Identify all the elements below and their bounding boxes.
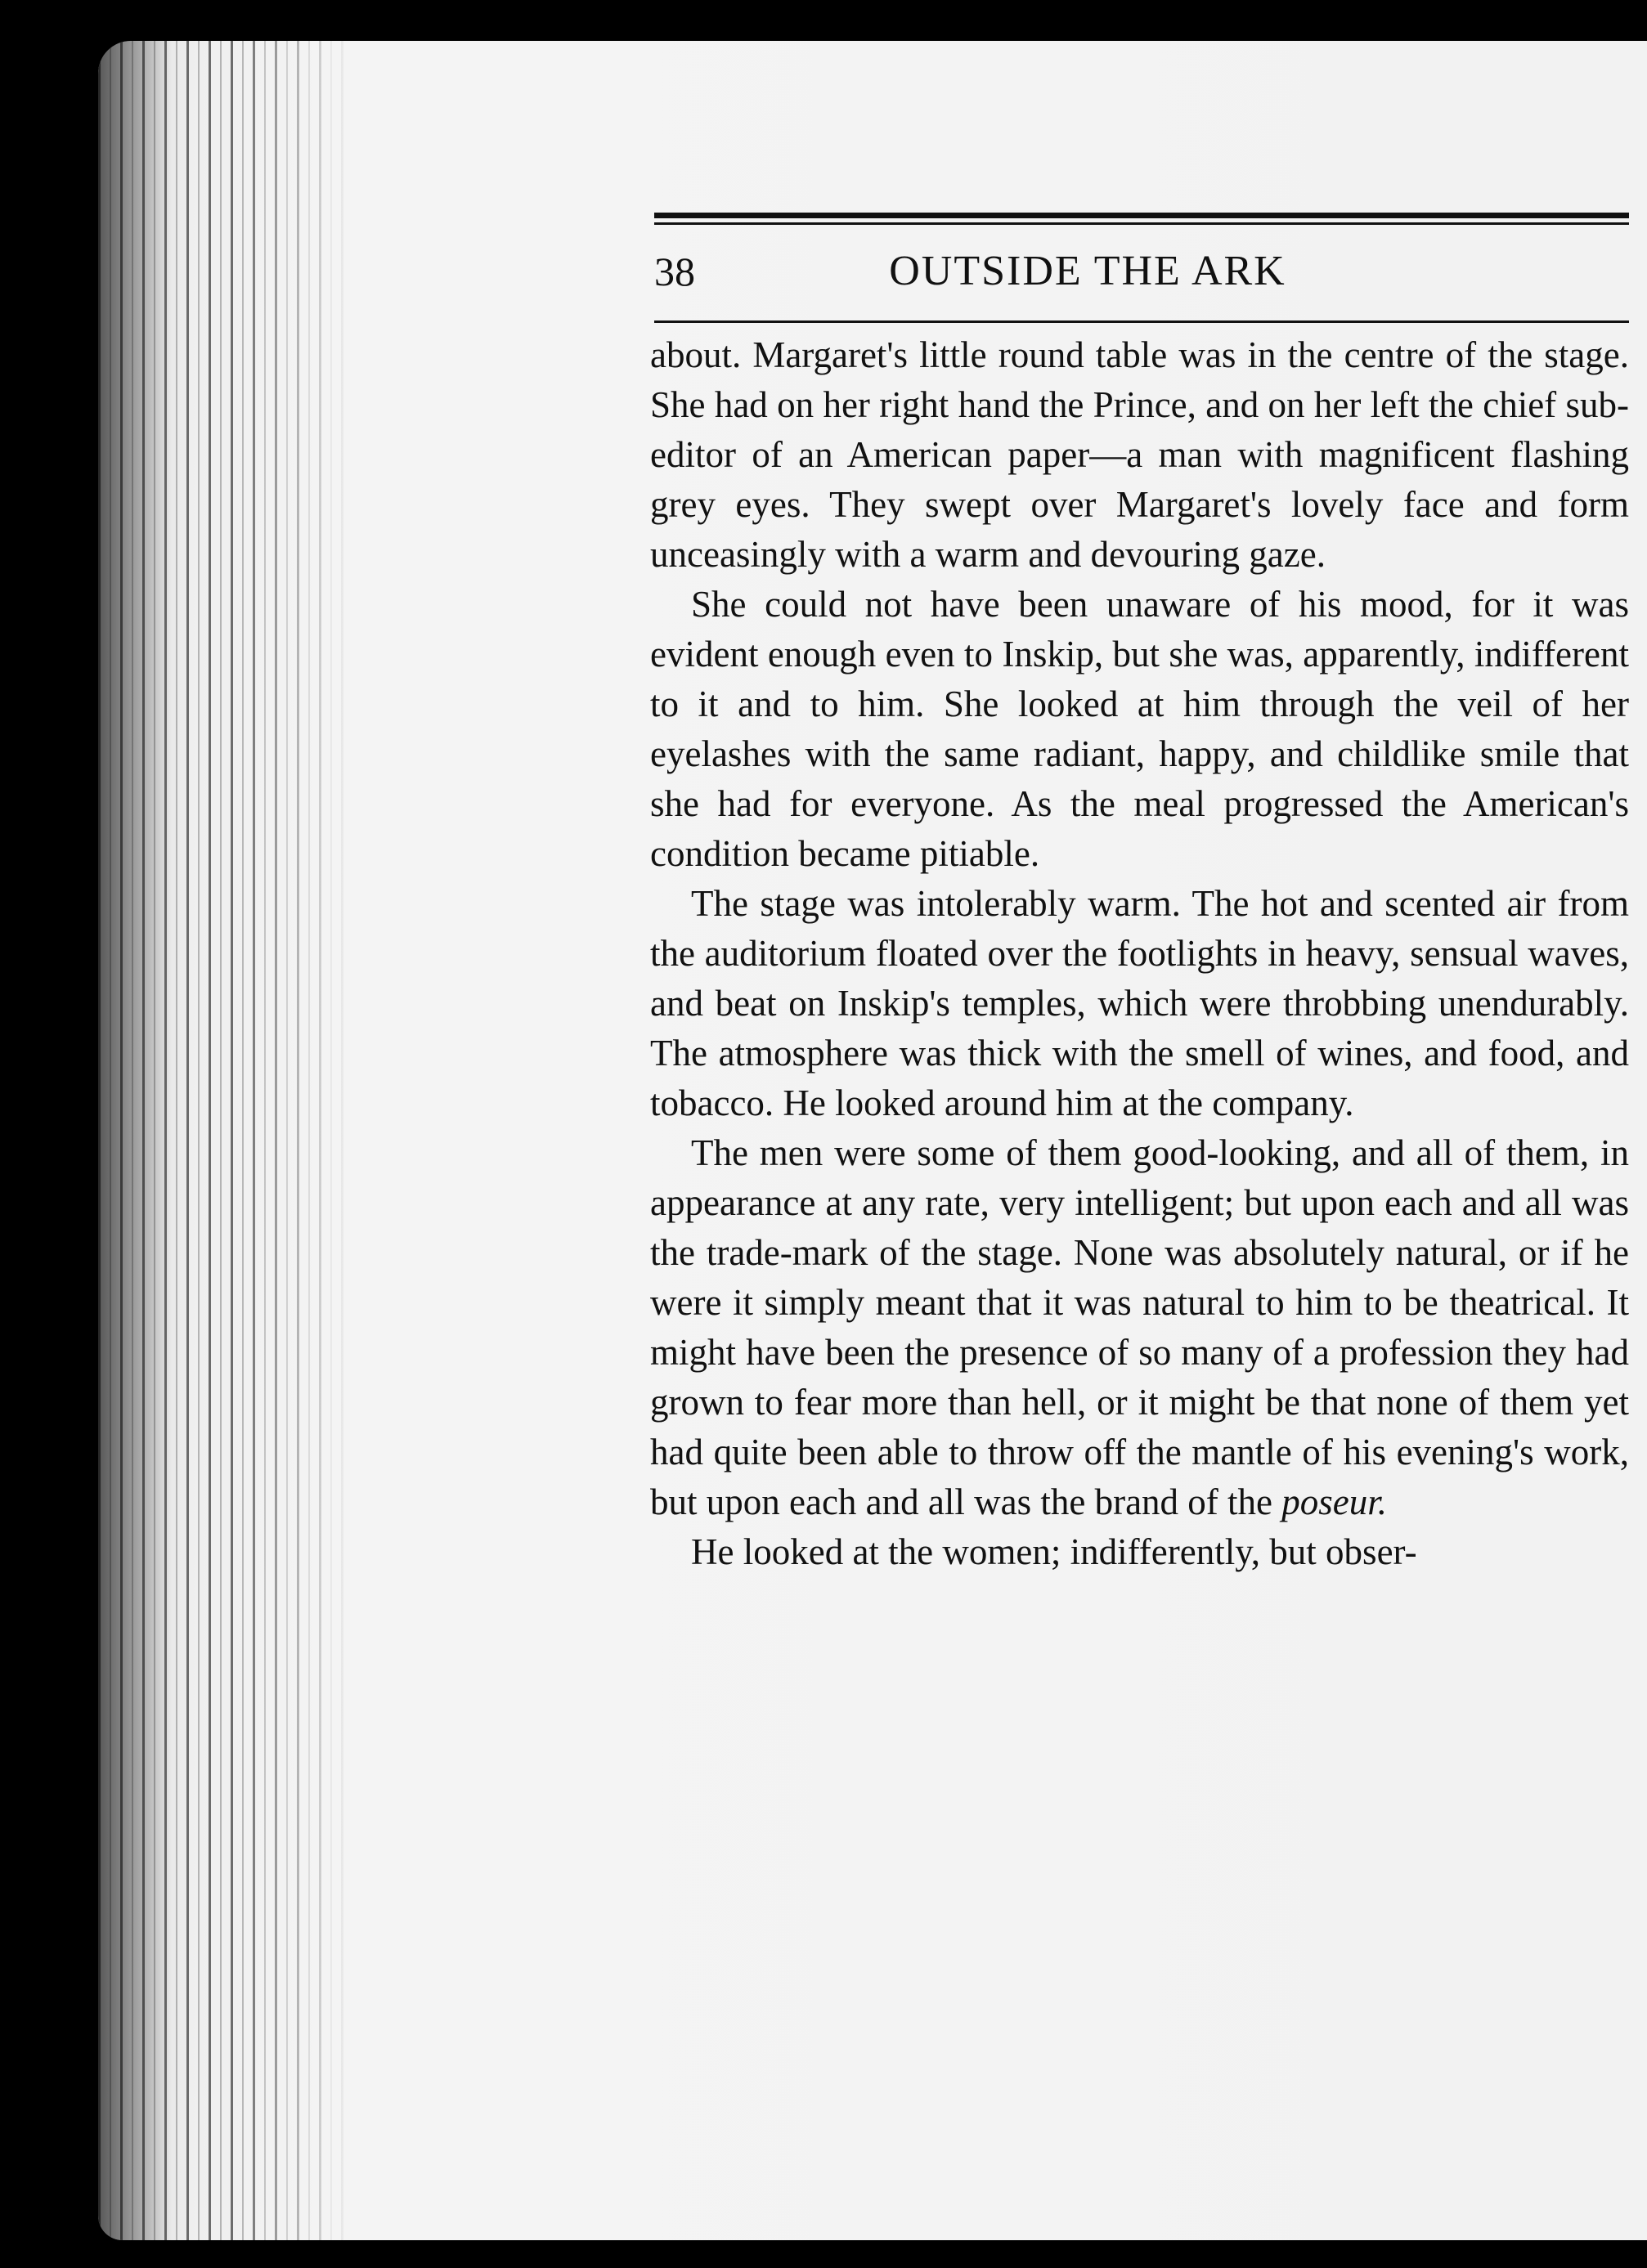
body-text	[650, 330, 1629, 1577]
running-head	[654, 239, 1629, 304]
header-rule-bottom	[654, 320, 1629, 323]
page-number: 38	[654, 249, 695, 294]
paragraph-1: about. Margaret's little round table was in the centre of the stage. She had on her right hand the Prince, and on her left the chief sub-editor of an American paper—a man with magnificent flashing grey eyes. They swept over Margaret's lovely face and form unceasingly with a warm and devouring gaze.	[650, 334, 1629, 575]
book-title: OUTSIDE THE ARK	[889, 248, 1286, 294]
spine-shadow	[98, 41, 172, 2240]
paragraph-4	[650, 1128, 1629, 1527]
paragraph-3: The stage was intolerably warm. The hot and scented air from the auditorium floated over the footlights in heavy, sensual waves, and beat on Inskip's temples, which were throbbing unendurably. The atmosphere was thick with the smell of wines, and food, and tobacco. He looked around him at the company.	[650, 883, 1629, 1123]
paragraph-4-italic: poseur.	[1281, 1481, 1388, 1522]
header-rule-thick	[654, 213, 1629, 218]
paragraph-2: She could not have been unaware of his mood, for it was evident enough even to Inskip, but she was, apparently, indifferent to it and to him. She looked at him through the veil of her eyelashes with the same radiant, happy, and childlike smile that she had for everyone. As the meal progressed the American's condition became pitiable.	[650, 584, 1629, 874]
paragraph-5: He looked at the women; indifferently, but obser-	[691, 1531, 1417, 1572]
header-rule-thin	[654, 222, 1629, 225]
paragraph-4-text: The men were some of them good-looking, and all of them, in appearance at any rate, very intelligent; but upon each and all was the trade-mark of the stage. None was absolutely natural, or if he were it simply meant that it was natural to him to be theatrical. It might have been the presence of so many of a profession they had grown to fear more than hell, or it might be that none of them yet had quite been able to throw off the mantle of his evening's work, but upon each and all was the brand of the	[650, 1132, 1629, 1522]
